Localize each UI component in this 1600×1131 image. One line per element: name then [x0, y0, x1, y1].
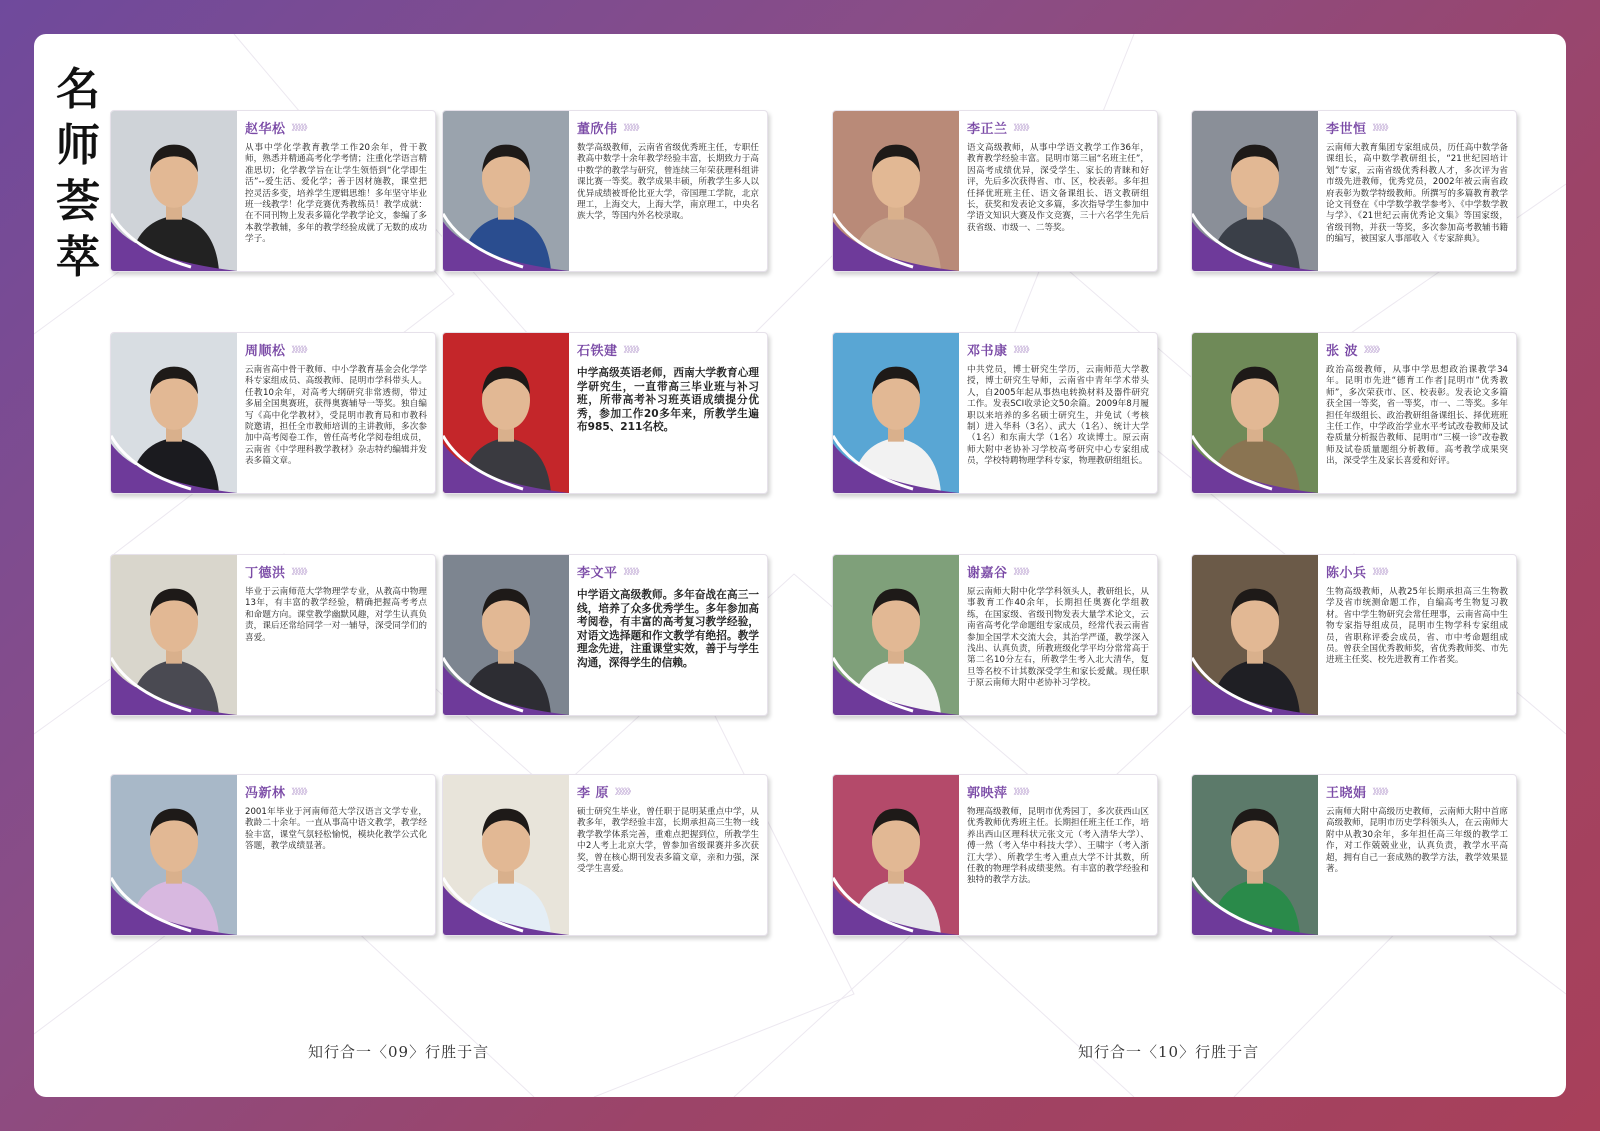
teacher-name-row	[577, 339, 759, 359]
teacher-card	[110, 554, 436, 716]
teacher-name: 王晓娟	[1326, 785, 1367, 801]
teacher-info	[1326, 561, 1508, 709]
teacher-name-row	[1326, 561, 1508, 581]
teacher-name: 丁德洪	[245, 565, 286, 581]
teacher-name-row	[577, 561, 759, 581]
teacher-photo	[111, 333, 237, 493]
teacher-description: 政治高级教师，从事中学思想政治课教学34年。昆明市先进“德育工作者|昆明市”优秀教师”，多次荣获市、区、校表彰。发表论文多篇获全国一等奖，省一等奖，市一、二等奖。多年担任年级组长、政治教研组备课组长、择优班班主任工作，中学政治学业水平考试改卷教师及试卷质量分析报告教师、昆明市“三模一诊”改卷教师及试卷质量题组分析教师。高考教学成果突出，深受学生及家长喜爱和好评。	[1326, 365, 1508, 467]
teacher-photo	[833, 775, 959, 935]
teacher-description: 中学高级英语老师，西南大学教育心理学研究生，一直带高三毕业班与补习班，所带高考补习班英语成绩提分优秀，参加工作20多年来，所教学生遍布985、211名校。	[577, 367, 759, 434]
teacher-description: 2001年毕业于河南师范大学汉语言文学专业，教龄二十余年。一直从事高中语文教学，教学经验丰富，课堂气氛轻松愉悦，模块化教学公式化答题，教学成绩显著。	[245, 807, 427, 852]
teacher-name-row	[967, 561, 1149, 581]
teacher-name-row	[577, 117, 759, 137]
teacher-photo	[1192, 333, 1318, 493]
teacher-name: 李文平	[577, 565, 618, 581]
chevron-decoration-icon: 》》》》》	[1013, 786, 1033, 796]
chevron-decoration-icon: 》》》》》	[291, 344, 311, 354]
teacher-info	[577, 117, 759, 265]
teacher-info	[967, 339, 1149, 487]
teacher-card	[1191, 554, 1517, 716]
chevron-decoration-icon: 》》》》》	[1372, 122, 1392, 132]
teacher-info	[245, 781, 427, 929]
teacher-name-row	[245, 781, 427, 801]
section-title	[48, 62, 108, 286]
teacher-card	[442, 332, 768, 494]
teacher-name-row	[245, 561, 427, 581]
teacher-card	[1191, 332, 1517, 494]
teacher-info	[967, 117, 1149, 265]
teacher-name-row	[1326, 781, 1508, 801]
teacher-name-row	[967, 781, 1149, 801]
teacher-name: 李世恒	[1326, 121, 1367, 137]
teacher-name-row	[245, 339, 427, 359]
teacher-info	[1326, 339, 1508, 487]
teacher-description: 硕士研究生毕业，曾任职于昆明某重点中学，从教多年，教学经验丰富，长期承担高三生物一线教学教学体系完善，重难点把握到位，所教学生中2人考上北京大学，曾参加省级课赛并多次获奖，曾在核心期刊发表多篇文章，亲和力强，深受学生喜爱。	[577, 807, 759, 875]
section-title-char: 名	[56, 64, 100, 115]
chevron-decoration-icon: 》》》》》	[291, 566, 311, 576]
chevron-decoration-icon: 》》》》》	[1372, 786, 1392, 796]
teacher-info	[1326, 117, 1508, 265]
teacher-card	[110, 110, 436, 272]
teacher-photo	[443, 555, 569, 715]
teacher-photo	[111, 555, 237, 715]
teacher-card	[832, 554, 1158, 716]
teacher-name: 李 原	[577, 785, 610, 801]
teacher-name-row	[967, 339, 1149, 359]
teacher-name: 石铁建	[577, 343, 618, 359]
teacher-name-row	[577, 781, 759, 801]
footer-left: 知行合一〈09〉行胜于言	[308, 1043, 490, 1061]
teacher-info	[1326, 781, 1508, 929]
teacher-card	[832, 110, 1158, 272]
teacher-card	[442, 774, 768, 936]
section-title-char: 萃	[56, 232, 100, 283]
chevron-decoration-icon: 》》》》》	[623, 566, 643, 576]
teacher-info	[577, 781, 759, 929]
teacher-description: 云南师大教育集团专家组成员，历任高中数学备课组长，高中数学教研组长，“21世纪园培计划”专家，云南省级优秀科教人才，多次评为省市级先进教师，优秀党员，2002年被云南省政府表彰为数学特级教师。所撰写的多篇教育教学论文刊登在《中学数学教学参考》、《中学数学教与学》、《21世纪云南优秀论文集》等国家级，省级刊物，并获一等奖，多次参加高考教辅书籍的编写，被国家人事部收入《专家辞典》。	[1326, 143, 1508, 245]
teacher-description: 数学高级教师，云南省省级优秀班主任，专职任教高中数学十余年教学经验丰富，长期致力于高中数学的教学与研究，曾连续三年荣获理科组讲课比赛一等奖。教学成果丰硕，所教学生多人以优异成绩被哥伦比亚大学，帝国理工学院，北京理工，上海交大，上海大学，南京理工，中央名族大学，等国内外名校录取。	[577, 143, 759, 222]
teacher-info	[577, 339, 759, 487]
chevron-decoration-icon: 》》》》》	[1372, 566, 1392, 576]
teacher-card	[442, 554, 768, 716]
chevron-decoration-icon: 》》》》》	[1364, 344, 1384, 354]
teacher-name: 董欣伟	[577, 121, 618, 137]
teacher-name: 李正兰	[967, 121, 1008, 137]
brochure-page	[34, 34, 1566, 1097]
teacher-name: 张 波	[1326, 343, 1359, 359]
teacher-name-row	[245, 117, 427, 137]
chevron-decoration-icon: 》》》》》	[1013, 122, 1033, 132]
teacher-photo	[111, 775, 237, 935]
teacher-description: 从事中学化学教育教学工作20余年，骨干教师，熟悉并精通高考化学考情；注重化学语言精准思切；化学教学旨在让学生领悟到“化学即生活”--爱生活、爱化学；善于因材施教，课堂把控灵活多变，培养学生逻辑思维！多年坚守毕业班一线教学！化学竞赛优秀教练员！教学成就：在不同刊物上发表多篇化学教学论文，参编了多本教学教辅，多年的教学经验成就了无数的成功学子。	[245, 143, 427, 245]
teacher-name: 郭映萍	[967, 785, 1008, 801]
teacher-description: 中共党员，博士研究生学历，云南师范大学教授，博士研究生导师，云南省中青年学术带头人，自2005年起从事热电转换材料及器件研究工作。发表SCI收录论文50余篇。2009年8月履职以来培养的多名硕士研究生，并免试（考核制）进入华科（3名）、武大（1名）、统计大学（1名）和东南大学（1名）攻读博士。原云南师大附中老协补习学校高考研究中心专家组成员，学校特聘物理学科专家，物理教研组组长。	[967, 365, 1149, 467]
teacher-card	[832, 774, 1158, 936]
teacher-photo	[111, 111, 237, 271]
section-title-char: 师	[56, 120, 100, 171]
teacher-name: 赵华松	[245, 121, 286, 137]
teacher-info	[577, 561, 759, 709]
teacher-photo	[833, 333, 959, 493]
teacher-description: 中学语文高级教师。多年奋战在高三一线，培养了众多优秀学生。多年参加高考阅卷，有丰富的高考复习教学经验，对语文选择题和作文教学有绝招。教学理念先进，注重课堂实效，善于与学生沟通，深得学生的信赖。	[577, 589, 759, 669]
teacher-info	[245, 339, 427, 487]
chevron-decoration-icon: 》》》》》	[623, 344, 643, 354]
chevron-decoration-icon: 》》》》》	[291, 122, 311, 132]
chevron-decoration-icon: 》》》》》	[623, 122, 643, 132]
teacher-name: 邓书康	[967, 343, 1008, 359]
teacher-name: 冯新林	[245, 785, 286, 801]
teacher-photo	[443, 775, 569, 935]
teacher-card	[442, 110, 768, 272]
teacher-card	[110, 774, 436, 936]
chevron-decoration-icon: 》》》》》	[615, 786, 635, 796]
teacher-name: 周顺松	[245, 343, 286, 359]
teacher-name-row	[1326, 117, 1508, 137]
teacher-photo	[1192, 111, 1318, 271]
teacher-description: 语文高级教师，从事中学语文教学工作36年，教育教学经验丰富。昆明市第三届“名班主任”，因高考成绩优异，深受学生、家长的青睐和好评，先后多次获得省、市、区，校表彰。多年担任择优班班主任、语文备课组长、语文教研组长，获奖和发表论文多篇，多次指导学生参加中学语文知识大赛及作文竞赛，三十六名学生先后获省级、市级一、二等奖。	[967, 143, 1149, 233]
teacher-card	[1191, 110, 1517, 272]
teacher-photo	[833, 111, 959, 271]
teacher-description: 原云南师大附中化学学科领头人，教研组长，从事教育工作40余年，长期担任奥赛化学组教练，在国家级、省级刊物发表大量学术论文，云南省高考化学命题组专家成员，经常代表云南省参加全国学术交流大会，其治学严谨，教学深入浅出、认真负责，所教班级化学平均分常常高于第二名10分左右，所教学生考入北大清华，复旦等名校不计其数深受学生和家长爱戴。现任职于原云南师大附中老协补习学校。	[967, 587, 1149, 689]
teacher-photo	[1192, 555, 1318, 715]
footer-right: 知行合一〈10〉行胜于言	[1078, 1043, 1260, 1061]
teacher-card	[832, 332, 1158, 494]
teacher-name-row	[967, 117, 1149, 137]
teacher-description: 毕业于云南师范大学物理学专业，从教高中物理13年，有丰富的教学经验，精确把握高考考点和命题方向。课堂教学幽默风趣，对学生认真负责，课后还常给同学一对一辅导，深受同学们的喜爱。	[245, 587, 427, 643]
chevron-decoration-icon: 》》》》》	[1013, 566, 1033, 576]
teacher-photo	[1192, 775, 1318, 935]
teacher-name-row	[1326, 339, 1508, 359]
teacher-description: 云南省高中骨干教师、中小学教育基金会化学学科专家组成员、高级教师、昆明市学科带头人。任教10余年，对高考大纲研究非常透彻，带过多届全国奥赛班，获得奥赛辅导一等奖。独自编写《高中化学教材》，受昆明市教育局和市教科院邀请，担任全市教师培训的主讲教师，多次参加中高考阅卷工作，曾任高考化学阅卷组成员，云南省《中学理科教学教材》杂志特约编辑并发表多篇文章。	[245, 365, 427, 467]
teacher-description: 物理高级教师，昆明市优秀园丁，多次获西山区优秀教师优秀班主任。长期担任班主任工作，培养出西山区理科状元张文元（考入清华大学）、傅一然（考入华中科技大学）、王啸宇（考入浙江大学）、所教学生考入重点大学不计其数，所任教的物理学科成绩斐然。有丰富的教学经验和独特的教学方法。	[967, 807, 1149, 886]
teacher-name: 陈小兵	[1326, 565, 1367, 581]
teacher-photo	[443, 111, 569, 271]
section-title-char: 荟	[56, 176, 100, 227]
teacher-card	[1191, 774, 1517, 936]
teacher-info	[967, 781, 1149, 929]
chevron-decoration-icon: 》》》》》	[1013, 344, 1033, 354]
teacher-photo	[443, 333, 569, 493]
teacher-description: 云南师大附中高级历史教师，云南师大附中首席高级教师，昆明市历史学科领头人，在云南师大附中从教30余年，多年担任高三年级的教学工作，对工作兢兢业业，认真负责，教学水平高超，拥有自己一套成熟的教学方法，教学效果显著。	[1326, 807, 1508, 875]
teacher-info	[245, 117, 427, 265]
teacher-info	[967, 561, 1149, 709]
teacher-card	[110, 332, 436, 494]
teacher-name: 谢嘉谷	[967, 565, 1008, 581]
teacher-info	[245, 561, 427, 709]
teacher-description: 生物高级教师，从教25年长期承担高三生物教学及省市统测命题工作，自编高考生物复习教材。省中学生物研究会常任理事，云南省高中生物专家指导组成员，昆明市生物学科专家组成员，省职称评委会成员，省、市中考命题组成员。曾获全国优秀教师奖，省优秀教师奖、市先进班主任奖、校先进教育工作者奖。	[1326, 587, 1508, 666]
teacher-photo	[833, 555, 959, 715]
chevron-decoration-icon: 》》》》》	[291, 786, 311, 796]
